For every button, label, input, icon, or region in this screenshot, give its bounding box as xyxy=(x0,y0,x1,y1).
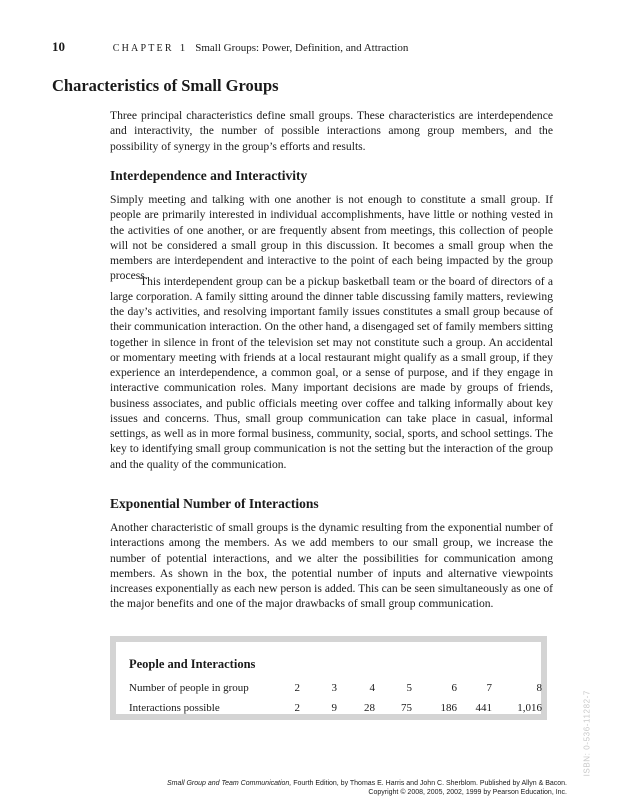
people-value: 3 xyxy=(331,682,337,694)
people-value: 2 xyxy=(294,682,300,694)
interactions-value: 1,016 xyxy=(517,702,542,714)
interactions-value: 2 xyxy=(294,702,300,714)
box-title: People and Interactions xyxy=(129,657,256,671)
people-value: 8 xyxy=(536,682,542,694)
chapter-label: CHAPTER xyxy=(112,43,174,54)
interactions-value: 441 xyxy=(475,702,492,714)
people-value: 4 xyxy=(369,682,375,694)
people-value: 5 xyxy=(406,682,412,694)
footer-line-1 xyxy=(67,779,567,788)
interdependence-paragraph-2: This interdependent group can be a pickup basketball team or the board of directors of a large corporation. A family sitting around the dinner table discussing family matters, reviewing the day’s activities, and resolving important family issues constitutes a small group because of their communication interaction. On the other hand, a disengaged set of family members sitting together in silence in front of the television set may not constitute such a group. An accidental or momentary meeting with friends at a local restaurant might qualify as a small group, if they experience an interdependence, a common goal, or a sense of purpose, and if they engage in interactive communication roles. Many important decisions are made by groups of friends, business associates, and public officials meeting over coffee and talking informally about key issues and concerns. Thus, small group communication can take place in casual, informal settings, as well as in more formal business, community, social, sports, and school settings. The key to identifying small group communication is not the setting but the interaction of the group and the quality of the communication. xyxy=(110,274,553,471)
running-header xyxy=(52,40,572,56)
interactions-value: 28 xyxy=(364,702,375,714)
section-title: Characteristics of Small Groups xyxy=(52,76,279,95)
interdependence-heading: Interdependence and Interactivity xyxy=(110,168,308,183)
people-value: 7 xyxy=(486,682,492,694)
exponential-paragraph: Another characteristic of small groups is the dynamic resulting from the exponential number of interactions among the members. As we add members to our small group, we increase the number of potential interactions, and we alter the possibilities for communication among members. As shown in the box, the potential number of inputs and alternative viewpoints increases exponentially as each new person is added. This can be seen simultaneously as one of the major benefits and one of the major drawbacks of small group communication. xyxy=(110,521,553,611)
table-row-people xyxy=(129,680,549,696)
copyright-footer xyxy=(67,779,567,797)
chapter-title: Small Groups: Power, Definition, and Attraction xyxy=(195,42,409,54)
intro-paragraph: Three principal characteristics define small groups. These characteristics are interdependence and interactivity, the number of possible interactions among group members, and the possibility of synergy in the group’s efforts and results. xyxy=(110,109,553,153)
exponential-heading: Exponential Number of Interactions xyxy=(110,496,319,511)
interactions-value: 75 xyxy=(401,702,412,714)
interdependence-paragraph-1: Simply meeting and talking with one another is not enough to constitute a small group. If people are primarily interested in individual accomplishments, have little or nothing vested in the activities of one another, or are frequently absent from meetings, this collection of people will not be considered a small group in this discussion. It becomes a small group when the members are interdependent and interactive to the point of each being impacted by the group process. xyxy=(110,193,553,283)
row-label-people: Number of people in group xyxy=(129,682,249,694)
page-number: 10 xyxy=(52,39,65,54)
people-value: 6 xyxy=(451,682,457,694)
interactions-value: 186 xyxy=(440,702,457,714)
isbn-watermark: ISBN: 0-536-11282-7 xyxy=(582,690,591,777)
footer-book-title: Small Group and Team Communication, xyxy=(167,780,292,787)
chapter-number: 1 xyxy=(179,42,186,54)
people-interactions-box xyxy=(110,636,547,720)
interactions-value: 9 xyxy=(331,702,337,714)
row-label-interactions: Interactions possible xyxy=(129,702,220,714)
footer-line-2: Copyright © 2008, 2005, 2002, 1999 by Pearson Education, Inc. xyxy=(368,789,567,796)
footer-publisher: Fourth Edition, by Thomas E. Harris and John C. Sherblom. Published by Allyn & Bacon. xyxy=(291,780,567,787)
table-row-interactions xyxy=(129,700,549,716)
